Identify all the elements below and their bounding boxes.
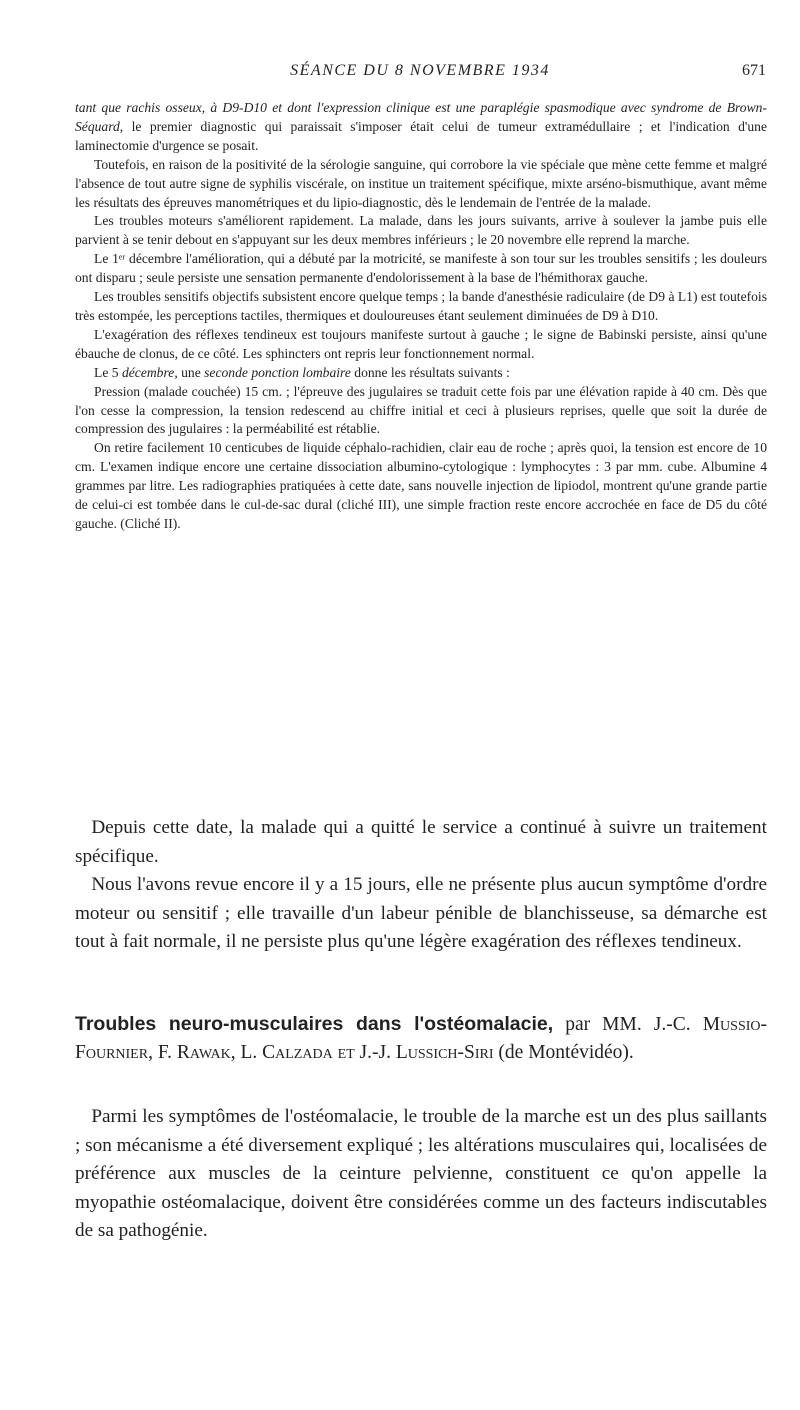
paragraph: Le 1ᵉʳ décembre l'amélioration, qui a débuté par la motricité, se manifeste à son tour sur les troubles sensitifs ; les douleurs ont disparu ; seule persiste une sensation permanente d'endolorissement à la base de l'hémithorax gauche.: [75, 251, 767, 286]
italic-phrase: tant que rachis osseux, à D9-D10 et dont l'expression clinique est une paraplégie spasmodique avec syndrome de Brown-Séquard,: [75, 100, 767, 134]
italic-phrase: seconde ponction lombaire: [204, 364, 351, 380]
paragraph: Les troubles moteurs s'améliorent rapidement. La malade, dans les jours suivants, arrive à soulever la jambe puis elle parvient à se tenir debout en s'appuyant sur les deux membres inférieurs ; le 20 novembre elle reprend la marche.: [75, 213, 767, 248]
paragraph: On retire facilement 10 centicubes de liquide céphalo-rachidien, clair eau de roche ; après quoi, la tension est encore de 10 cm. L'examen indique encore une certaine dissociation albumino-cytologique : lymphocytes : 3 par mm. cube. Albumine 4 grammes par litre. Les radiographies pratiquées à cette date, sans nouvelle injection de lipiodol, montrent qu'une grande partie de celui-ci est tombée dans le cul-de-sac dural (cliché III), une simple fraction reste encore accrochée en face de D5 du côté gauche. (Cliché II).: [75, 440, 767, 531]
case-report-small-text: [75, 99, 767, 534]
italic-date: décembre: [121, 364, 175, 380]
text-run: donne les résultats suivants :: [350, 364, 510, 380]
paragraph-text: le premier diagnostic qui paraissait s'imposer était celui de tumeur extramédullaire ; et l'indication d'une laminectomie d'urgence se posait.: [75, 118, 767, 153]
article-heading: [75, 1010, 767, 1067]
article-authors: J.-C. Mussio-Fournier, F. Rawak, L. Calzada et J.-J. Lussich-Siri: [75, 1014, 767, 1063]
paragraph: Les troubles sensitifs objectifs subsistent encore quelque temps ; la bande d'anesthésie radiculaire (de D9 à L1) est toutefois très estompée, les perceptions tactiles, thermiques et douloureuses étant seulement diminuées de D9 à D10.: [75, 289, 767, 323]
paragraph: Toutefois, en raison de la positivité de la sérologie sanguine, qui corrobore la vie spéciale que mène cette femme et malgré l'absence de tout autre signe de syphilis viscérale, on institue un traitement spécifique, mixte arséno-bismuthique, avant même les résultats des épreuves manométriques et du lipio-diagnostic, dès le lendemain de l'entrée de la malade.: [75, 156, 767, 210]
article-title: Troubles neuro-musculaires dans l'ostéomalacie,: [75, 1013, 554, 1035]
text-run: Le 5: [94, 364, 122, 380]
text-run: , une: [174, 364, 205, 380]
paragraph: L'exagération des réflexes tendineux est toujours manifeste surtout à gauche ; le signe de Babinski persiste, ainsi qu'une ébauche de clonus, de ce côté. Les sphincters ont repris leur fonctionnement normal.: [75, 326, 767, 361]
paragraph: Parmi les symptômes de l'ostéomalacie, le trouble de la marche est un des plus saillants ; son mécanisme a été diversement expliqué ; les altérations musculaires qui, localisées de préférence aux muscles de la ceinture pelvienne, constituent ce qu'on appelle la myopathie ostéomalacique, doivent être considérées comme un des facteurs indiscutables de sa pathogénie.: [75, 1106, 767, 1242]
page-number: 671: [742, 62, 766, 79]
conclusion-text: [75, 814, 767, 957]
paragraph: Depuis cette date, la malade qui a quitté le service a continué à suivre un traitement spécifique.: [75, 817, 767, 867]
authors-prefix: par MM.: [553, 1014, 654, 1035]
paragraph: Pression (malade couchée) 15 cm. ; l'épreuve des jugulaires se traduit cette fois par une élévation rapide à 40 cm. Dès que l'on cesse la compression, la tension redescend au chiffre initial et ceci à plusieurs reprises, quelle que soit la durée de compression des jugulaires : la perméabilité est rétablie.: [75, 383, 767, 437]
running-header: [74, 62, 766, 84]
paragraph-continuation: [75, 99, 767, 156]
paragraph-second-puncture: [75, 364, 767, 383]
article-body: [75, 1103, 767, 1246]
article-origin: (de Montévidéo).: [493, 1042, 634, 1063]
running-title: SÉANCE DU 8 NOVEMBRE 1934: [290, 62, 550, 79]
paragraph: Nous l'avons revue encore il y a 15 jours, elle ne présente plus aucun symptôme d'ordre moteur ou sensitif ; elle travaille d'un labeur pénible de blanchisseuse, sa démarche est tout à fait normale, il ne persiste plus qu'une légère exagération des réflexes tendineux.: [75, 874, 767, 953]
